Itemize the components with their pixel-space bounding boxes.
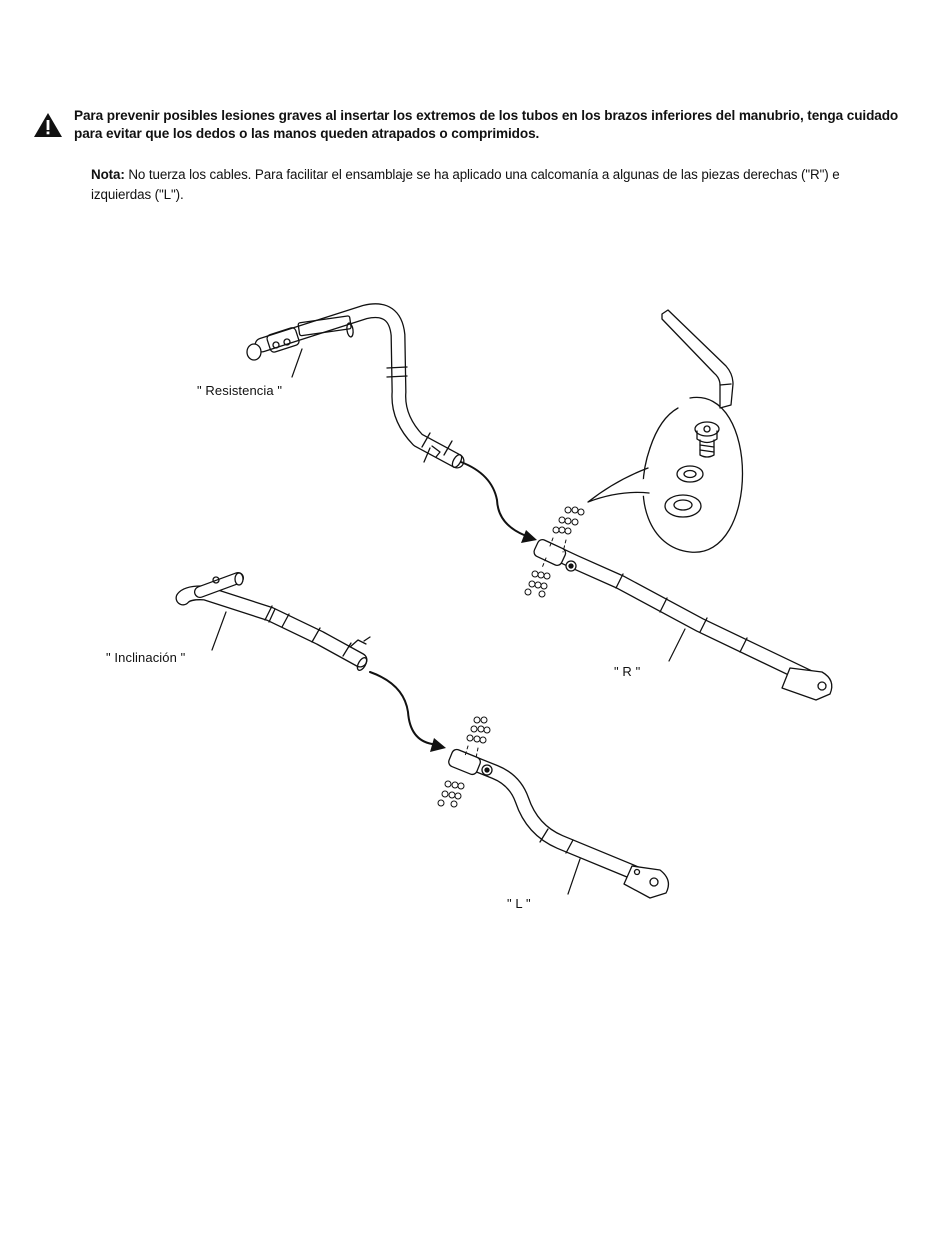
lock-washer-icon <box>677 466 703 482</box>
label-resistance: " Resistencia " <box>197 383 283 398</box>
button-head-bolt-icon <box>695 422 719 457</box>
label-right: " R " <box>614 664 641 679</box>
flat-washer-icon <box>665 495 701 517</box>
hex-key-icon <box>662 310 733 408</box>
incline-arrow <box>370 672 432 744</box>
note-text: No tuerza los cables. Para facilitar el ensamblaje se ha aplicado una calcomanía a algunas de las piezas derechas ("R") e izquierdas ("L"). <box>91 167 840 202</box>
label-incline: " Inclinación " <box>106 650 186 665</box>
hardware-callout <box>588 310 743 552</box>
resistance-arrow <box>461 462 524 535</box>
label-left: " L " <box>507 896 531 911</box>
right-lower-arm <box>525 507 832 700</box>
left-lower-arm <box>438 717 668 898</box>
resistance-arrowhead <box>521 530 537 543</box>
note-label: Nota: <box>91 167 125 182</box>
warning-text: Para prevenir posibles lesiones graves al insertar los extremos de los tubos en los brazos inferiores del manubrio, tenga cuidado para evitar que los dedos o las manos queden atrapados o comprimidos. <box>74 108 899 141</box>
incline-arrowhead <box>430 738 446 752</box>
incline-tube <box>183 573 370 672</box>
